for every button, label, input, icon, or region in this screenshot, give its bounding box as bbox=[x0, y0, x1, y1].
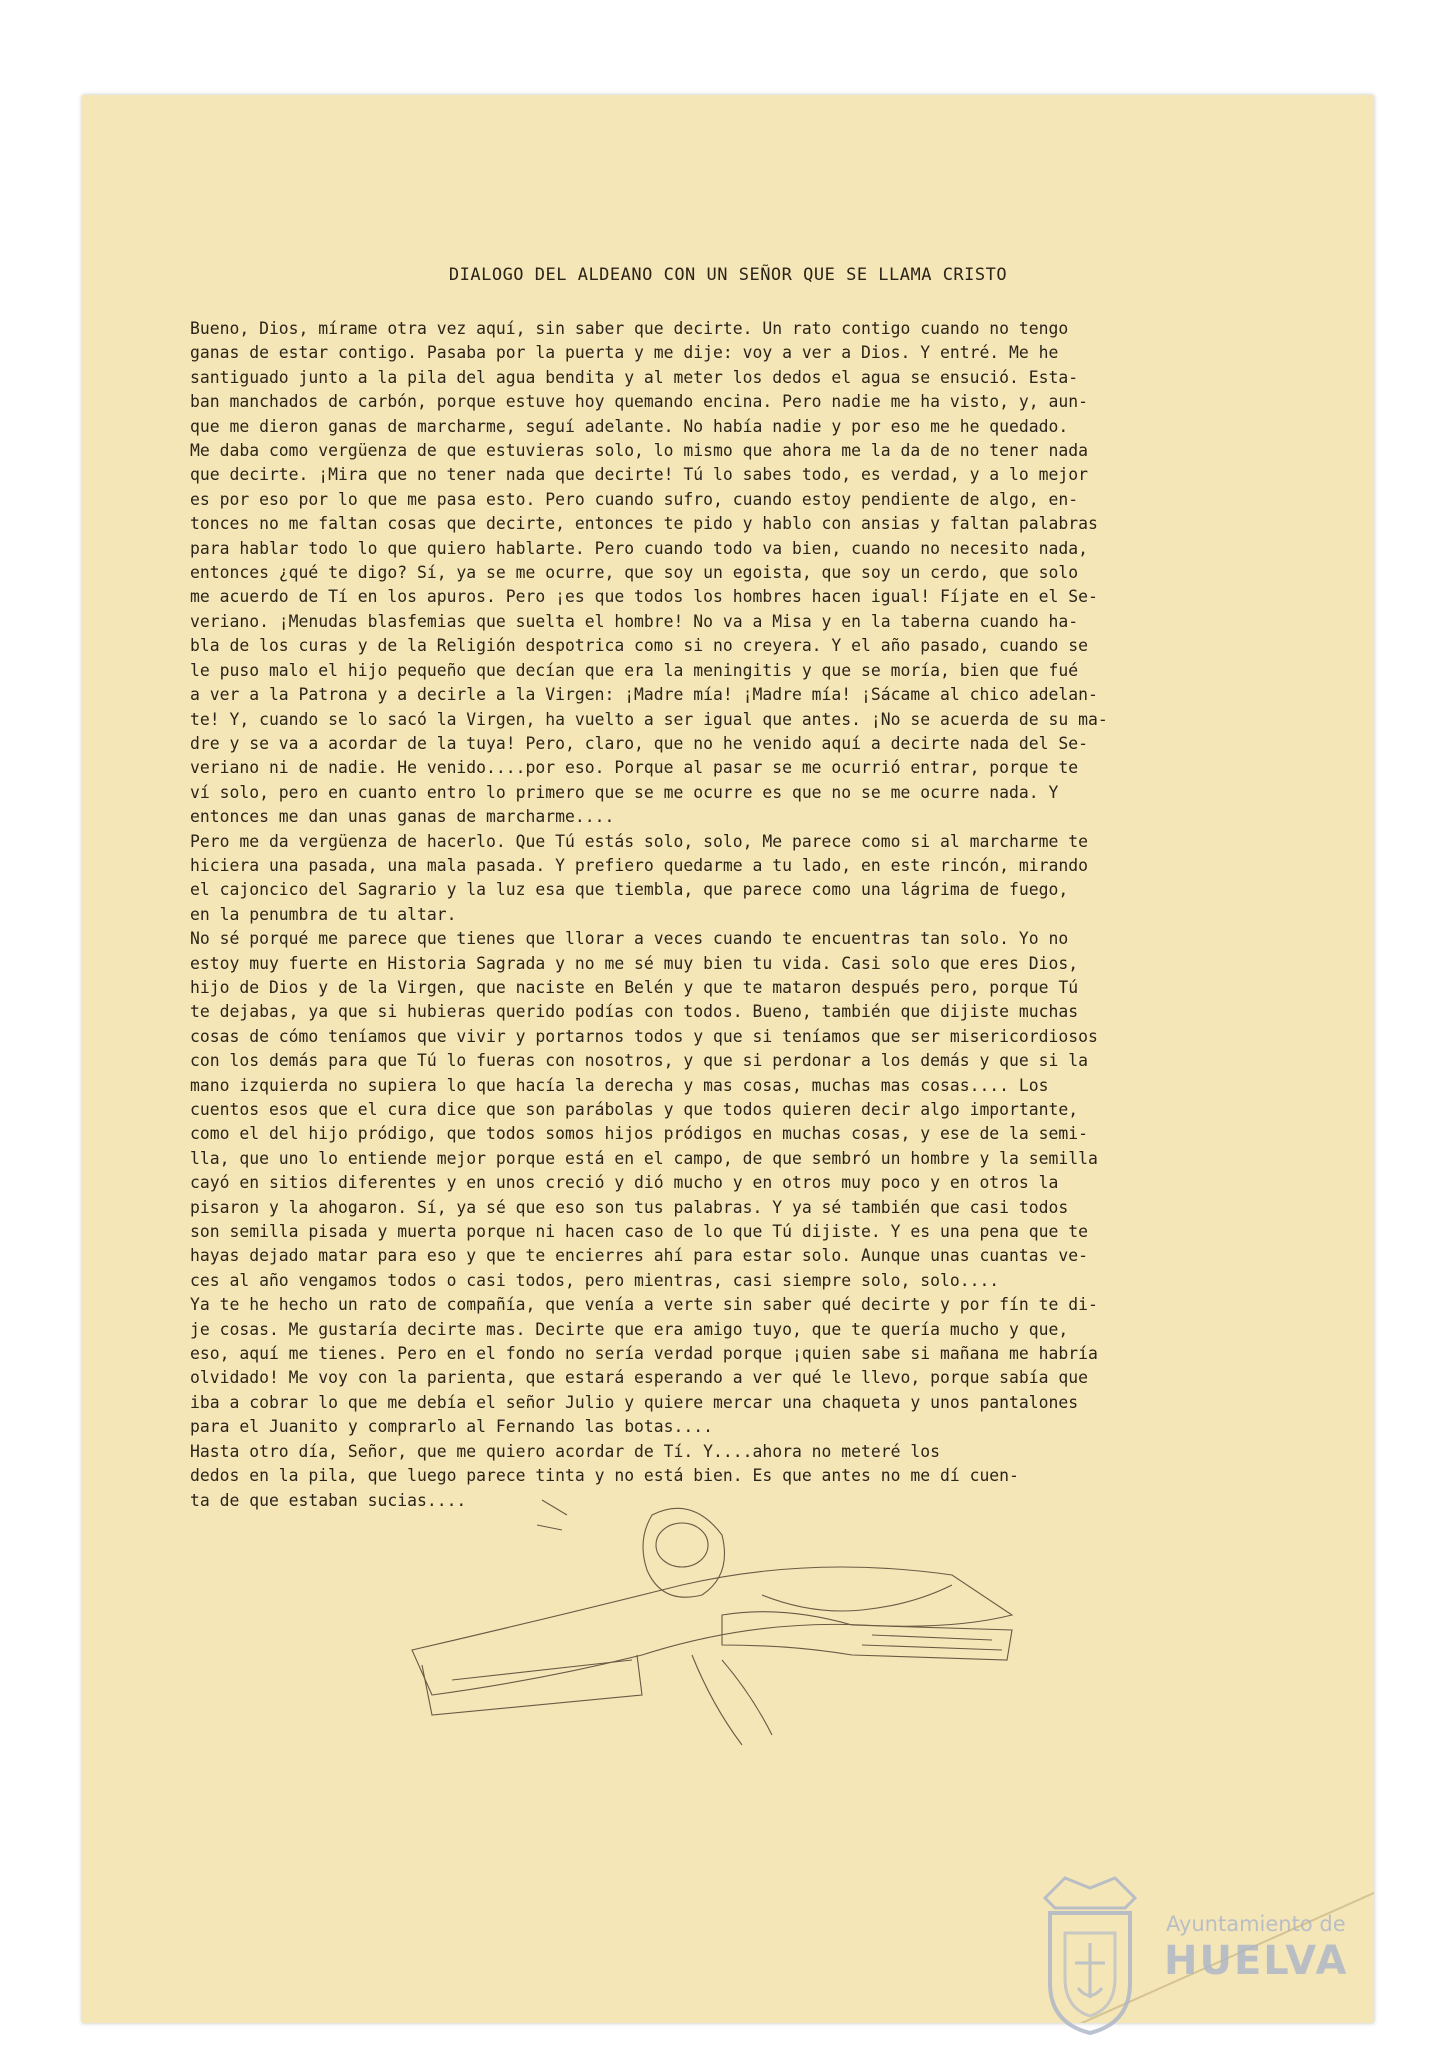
text-line: a ver a la Patrona y a decirle a la Virgen: ¡Madre mía! ¡Madre mía! ¡Sácame al chico adelan- bbox=[190, 685, 1098, 705]
text-line: Ya te he hecho un rato de compañía, que venía a verte sin saber qué decirte y por fín te di- bbox=[190, 1295, 1098, 1315]
text-line: para el Juanito y comprarlo al Fernando las botas.... bbox=[190, 1417, 714, 1437]
text-line: cayó en sitios diferentes y en unos creció y dió mucho y en otros muy poco y en otros la bbox=[190, 1173, 1059, 1193]
text-line: hijo de Dios y de la Virgen, que naciste en Belén y que te mataron después pero, porque Tú bbox=[190, 977, 1079, 997]
text-line: dre y se va a acordar de la tuya! Pero, claro, que no he venido aquí a decirte nada del Se- bbox=[190, 733, 1088, 753]
text-line: le puso malo el hijo pequeño que decían que era la meningitis y que se moría, bien que fué bbox=[190, 660, 1079, 680]
text-line: me acuerdo de Tí en los apuros. Pero ¡es que todos los hombres hacen igual! Fíjate en el Se- bbox=[190, 587, 1098, 607]
text-line: cosas de cómo teníamos que vivir y portarnos todos y que si teníamos que ser misericordiosos bbox=[190, 1026, 1098, 1046]
text-line: veriano. ¡Menudas blasfemias que suelta el hombre! No va a Misa y en la taberna cuando ha- bbox=[190, 611, 1079, 631]
text-line: ban manchados de carbón, porque estuve hoy quemando encina. Pero nadie me ha visto, y, aun- bbox=[190, 392, 1088, 412]
text-line: ces al año vengamos todos o casi todos, pero mientras, casi siempre solo, solo.... bbox=[190, 1270, 1000, 1290]
text-line: te! Y, cuando se lo sacó la Virgen, ha vuelto a ser igual que antes. ¡No se acuerda de su ma- bbox=[190, 709, 1108, 729]
text-line: Me daba como vergüenza de que estuvieras solo, lo mismo que ahora me la da de no tener nada bbox=[190, 441, 1088, 461]
text-line: iba a cobrar lo que me debía el señor Julio y quiere mercar una chaqueta y unos pantalones bbox=[190, 1392, 1079, 1412]
text-line: hayas dejado matar para eso y que te encierres ahí para estar solo. Aunque unas cuantas ve- bbox=[190, 1246, 1088, 1266]
text-line: cuentos esos que el cura dice que son parábolas y que todos quieren decir algo importante, bbox=[190, 1100, 1079, 1119]
text-line: pisaron y la ahogaron. Sí, ya sé que eso son tus palabras. Y ya sé también que casi todos bbox=[190, 1197, 1069, 1217]
huelva-coat-of-arms-icon bbox=[1030, 1858, 1150, 2038]
text-line: veriano ni de nadie. He venido....por eso. Porque al pasar se me ocurrió entrar, porque te bbox=[190, 758, 1079, 778]
text-line: eso, aquí me tienes. Pero en el fondo no sería verdad porque ¡quien sabe si mañana me habría bbox=[190, 1344, 1098, 1364]
text-line: como el del hijo pródigo, que todos somos hijos pródigos en muchas cosas, y ese de la semi- bbox=[190, 1124, 1088, 1144]
text-line: el cajoncico del Sagrario y la luz esa que tiembla, que parece como una lágrima de fuego, bbox=[190, 880, 1069, 900]
text-line: olvidado! Me voy con la parienta, que estará esperando a ver qué le llevo, porque sabía que bbox=[190, 1368, 1088, 1388]
text-line: bla de los curas y de la Religión despotrica como si no creyera. Y el año pasado, cuando se bbox=[190, 636, 1088, 656]
text-line: con los demás para que Tú lo fueras con nosotros, y que si perdonar a los demás y que si la bbox=[190, 1051, 1088, 1071]
text-line: son semilla pisada y muerta porque ni hacen caso de lo que Tú dijiste. Y es una pena que te bbox=[190, 1222, 1088, 1242]
text-line: estoy muy fuerte en Historia Sagrada y no me sé muy bien tu vida. Casi solo que eres Dios, bbox=[190, 953, 1079, 973]
text-line: No sé porqué me parece que tienes que llorar a veces cuando te encuentras tan solo. Yo no bbox=[190, 929, 1069, 949]
text-line: mano izquierda no supiera lo que hacía la derecha y mas cosas, muchas mas cosas.... Los bbox=[190, 1075, 1049, 1095]
text-line: que decirte. ¡Mira que no tener nada que decirte! Tú lo sabes todo, es verdad, y a lo mejor bbox=[190, 465, 1088, 485]
document-title: DIALOGO DEL ALDEANO CON UN SEÑOR QUE SE LLAMA CRISTO bbox=[448, 265, 1008, 285]
text-line: ta de que estaban sucias.... bbox=[190, 1490, 467, 1510]
typewritten-page bbox=[82, 95, 1374, 2023]
text-line: tonces no me faltan cosas que decirte, entonces te pido y hablo con ansias y faltan palabras bbox=[190, 514, 1098, 534]
text-line: lla, que uno lo entiende mejor porque está en el campo, de que sembró un hombre y la semilla bbox=[190, 1148, 1098, 1168]
text-line: santiguado junto a la pila del agua bendita y al meter los dedos el agua se ensució. Esta- bbox=[190, 367, 1079, 387]
crucifix-sketch bbox=[392, 1455, 1032, 1755]
watermark-line2: HUELVA bbox=[1164, 1938, 1349, 1984]
text-line: entonces ¿qué te digo? Sí, ya se me ocurre, que soy un egoista, que soy un cerdo, que solo bbox=[190, 563, 1079, 583]
text-line: en la penumbra de tu altar. bbox=[190, 904, 457, 924]
document-body bbox=[190, 317, 1340, 1513]
text-line: ví solo, pero en cuanto entro lo primero que se me ocurre es que no se me ocurre nada. Y bbox=[190, 782, 1059, 802]
watermark-line1: Ayuntamiento de bbox=[1166, 1912, 1346, 1936]
text-line: ganas de estar contigo. Pasaba por la puerta y me dije: voy a ver a Dios. Y entré. Me he bbox=[190, 343, 1059, 363]
text-line: je cosas. Me gustaría decirte mas. Decirte que era amigo tuyo, que te quería mucho y que, bbox=[190, 1319, 1069, 1339]
ayuntamiento-huelva-watermark bbox=[1020, 1858, 1380, 2038]
text-line: Pero me da vergüenza de hacerlo. Que Tú estás solo, solo, Me parece como si al marcharme te bbox=[190, 831, 1088, 851]
text-line: hiciera una pasada, una mala pasada. Y prefiero quedarme a tu lado, en este rincón, mirando bbox=[190, 855, 1088, 875]
text-line: para hablar todo lo que quiero hablarte. Pero cuando todo va bien, cuando no necesito nada, bbox=[190, 538, 1088, 558]
text-line: es por eso por lo que me pasa esto. Pero cuando sufro, cuando estoy pendiente de algo, en- bbox=[190, 489, 1079, 509]
text-line: te dejabas, ya que si hubieras querido podías con todos. Bueno, también que dijiste muchas bbox=[190, 1002, 1079, 1022]
text-line: Hasta otro día, Señor, que me quiero acordar de Tí. Y....ahora no meteré los bbox=[190, 1441, 940, 1461]
text-line: dedos en la pila, que luego parece tinta y no está bien. Es que antes no me dí cuen- bbox=[190, 1466, 1019, 1486]
text-line: Bueno, Dios, mírame otra vez aquí, sin saber que decirte. Un rato contigo cuando no tengo bbox=[190, 319, 1069, 338]
text-line: que me dieron ganas de marcharme, seguí adelante. No había nadie y por eso me he quedado. bbox=[190, 416, 1069, 436]
text-line: entonces me dan unas ganas de marcharme.... bbox=[190, 807, 615, 827]
